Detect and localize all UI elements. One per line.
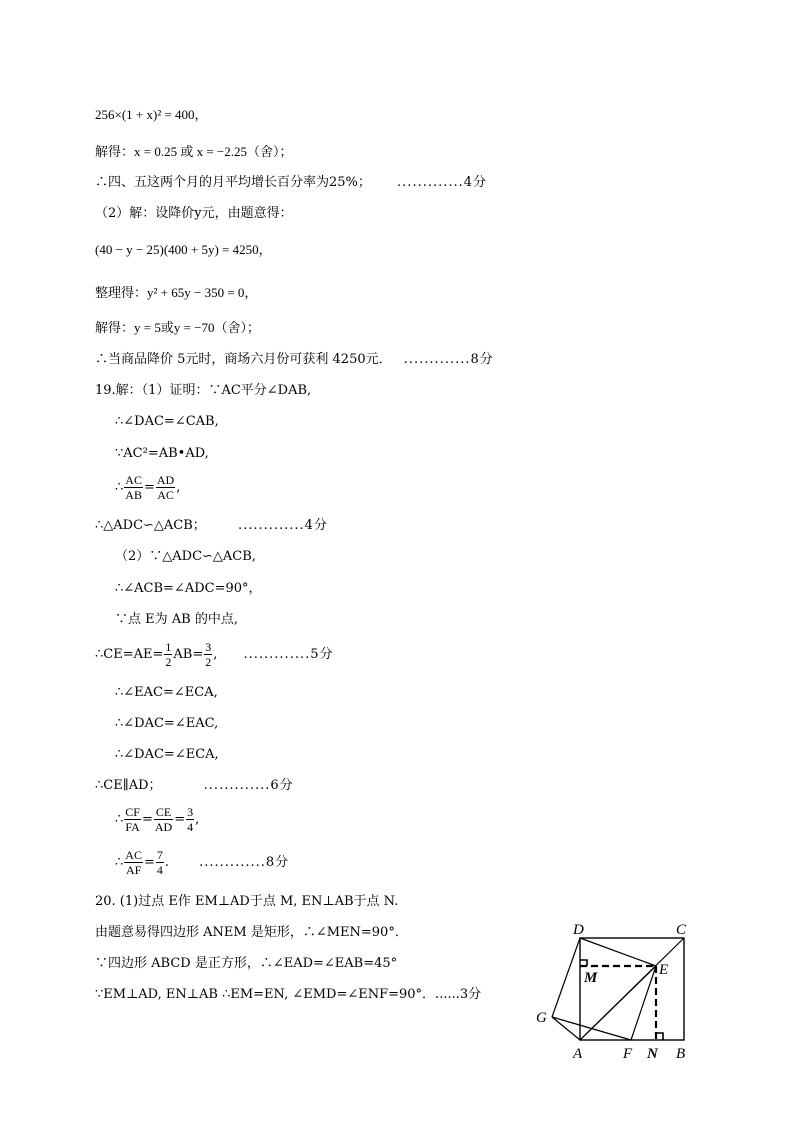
label-f: F — [623, 1046, 633, 1062]
similarity-text: ∴△ADC∽△ACB； — [95, 518, 206, 533]
score-mark: .............4分 — [397, 175, 488, 190]
quadratic-y: y² + 65y − 350 = 0， — [147, 285, 258, 300]
equals-sign: = — [174, 812, 186, 827]
fraction-denominator: 2 — [205, 655, 212, 669]
fraction-three-halves — [204, 640, 212, 669]
fraction-numerator: 3 — [205, 640, 212, 654]
proof-line-17 — [95, 640, 334, 669]
solution-line-7 — [95, 319, 260, 338]
proof-line-15: ∴∠ACB=∠ADC=90°， — [115, 581, 262, 596]
proof-line-12 — [115, 473, 180, 502]
proof-line-22 — [115, 805, 199, 834]
proof-line-26: ∵四边形 ABCD 是正方形，∴∠EAD=∠EAB=45° — [95, 956, 398, 971]
period: . — [164, 855, 169, 870]
proof-line-11: ∵AC²=AB•AD, — [115, 446, 209, 461]
fraction-numerator: CE — [155, 805, 172, 819]
simplified-line-6 — [95, 284, 257, 303]
roots-y: y = 5或y = −70（舍）； — [134, 320, 261, 335]
parallel-text: ∴CE∥AD； — [95, 778, 162, 793]
ab-text: AB= — [173, 647, 204, 662]
equals-sign: = — [143, 855, 155, 870]
fraction-three-quarters — [186, 805, 194, 834]
label-n: N — [647, 1046, 658, 1062]
fraction-denominator: AD — [154, 820, 173, 834]
fraction-denominator: AF — [125, 863, 142, 877]
proof-line-25: 由题意易得四边形 ANEM 是矩形，∴∠MEN=90°． — [95, 925, 408, 940]
label-d: D — [573, 922, 584, 938]
score-mark: .............8分 — [403, 352, 494, 367]
ce-ae-text: ∴CE=AE= — [95, 647, 164, 662]
label-a: A — [573, 1046, 583, 1062]
fraction-numerator: AC — [125, 473, 142, 487]
q20-heading: 20. (1)过点 E作 EM⊥AD于点 M, EN⊥AB于点 N. — [95, 894, 399, 909]
fraction-denominator: 4 — [187, 820, 194, 834]
proof-line-18: ∴∠EAC=∠ECA, — [115, 685, 218, 700]
label-g: G — [536, 1010, 547, 1026]
proof-line-23 — [115, 848, 289, 877]
conclusion-line-3 — [95, 174, 487, 192]
fraction-ce-ad — [154, 805, 173, 834]
comma: , — [176, 480, 181, 495]
fraction-cf-fa — [124, 805, 141, 834]
segment-gd — [552, 938, 580, 1017]
label-m: M — [584, 970, 598, 986]
fraction-seven-quarters — [156, 848, 164, 877]
label-solve-2: 解得： — [95, 321, 135, 336]
fraction-ac-ab — [124, 473, 143, 502]
equals-sign: = — [141, 812, 153, 827]
segment-gf — [552, 1017, 631, 1040]
fraction-numerator: CF — [125, 805, 140, 819]
part2-setup: （2）解：设降价y元，由题意得： — [95, 206, 293, 221]
proof-line-13 — [95, 517, 328, 535]
therefore-symbol: ∴ — [115, 812, 124, 827]
comma: , — [213, 647, 218, 662]
proof-line-27: ∵EM⊥AD, EN⊥AB ∴EM=EN, ∠EMD=∠ENF=90°．......3分 — [95, 987, 482, 1002]
comma: , — [195, 812, 200, 827]
therefore-symbol: ∴ — [115, 480, 124, 495]
roots-x: x = 0.25 或 x = −2.25（舍）； — [134, 144, 293, 159]
proof-line-14: （2）∵△ADC∽△ACB, — [115, 549, 256, 564]
fraction-numerator: AC — [125, 848, 142, 862]
label-c: C — [676, 922, 687, 938]
fraction-numerator: 7 — [156, 848, 163, 862]
proof-line-19: ∴∠DAC=∠EAC, — [115, 716, 219, 731]
fraction-numerator: 1 — [165, 640, 172, 654]
score-mark: .............4分 — [237, 518, 328, 533]
square-geometry-figure — [530, 918, 700, 1068]
label-solve: 解得： — [95, 145, 135, 160]
solution-line-2 — [95, 143, 293, 162]
fraction-numerator: 3 — [187, 805, 194, 819]
segment-ga — [552, 1017, 580, 1040]
equals-sign: = — [143, 480, 155, 495]
fraction-denominator: 2 — [165, 655, 172, 669]
fraction-ad-ac — [156, 473, 175, 502]
proof-line-16: ∵点 E为 AB 的中点, — [115, 612, 238, 627]
label-b: B — [676, 1046, 686, 1062]
score-mark: .............6分 — [203, 778, 294, 793]
fraction-one-half — [164, 640, 172, 669]
label-e: E — [659, 962, 669, 978]
proof-line-10: ∴∠DAC=∠CAB, — [115, 414, 219, 429]
therefore-symbol: ∴ — [115, 855, 124, 870]
conclusion-text: ∴四、五这两个月的月平均增长百分率为25%； — [95, 175, 371, 190]
label-simplify: 整理得： — [95, 286, 148, 301]
equation-line-5: (40 − y − 25)(400 + 5y) = 4250， — [95, 242, 272, 257]
fraction-denominator: AB — [125, 488, 142, 502]
fraction-denominator: 4 — [156, 863, 163, 877]
segment-de — [580, 938, 656, 966]
conclusion-line-8 — [95, 351, 494, 369]
proof-line-20: ∴∠DAC=∠ECA, — [115, 747, 219, 762]
conclusion-text-2: ∴当商品降价 5元时，商场六月份可获利 4250元． — [95, 352, 392, 367]
q19-heading: 19.解：（1）证明：∵AC平分∠DAB, — [95, 383, 312, 398]
proof-line-21 — [95, 777, 294, 795]
score-mark: .............5分 — [243, 647, 334, 662]
fraction-ac-af — [124, 848, 143, 877]
equation-line-1: 256×(1 + x)² = 400， — [95, 107, 208, 122]
score-mark: .............8分 — [199, 855, 290, 870]
fraction-denominator: FA — [125, 820, 140, 834]
fraction-numerator: AD — [156, 473, 175, 487]
fraction-denominator: AC — [157, 488, 174, 502]
